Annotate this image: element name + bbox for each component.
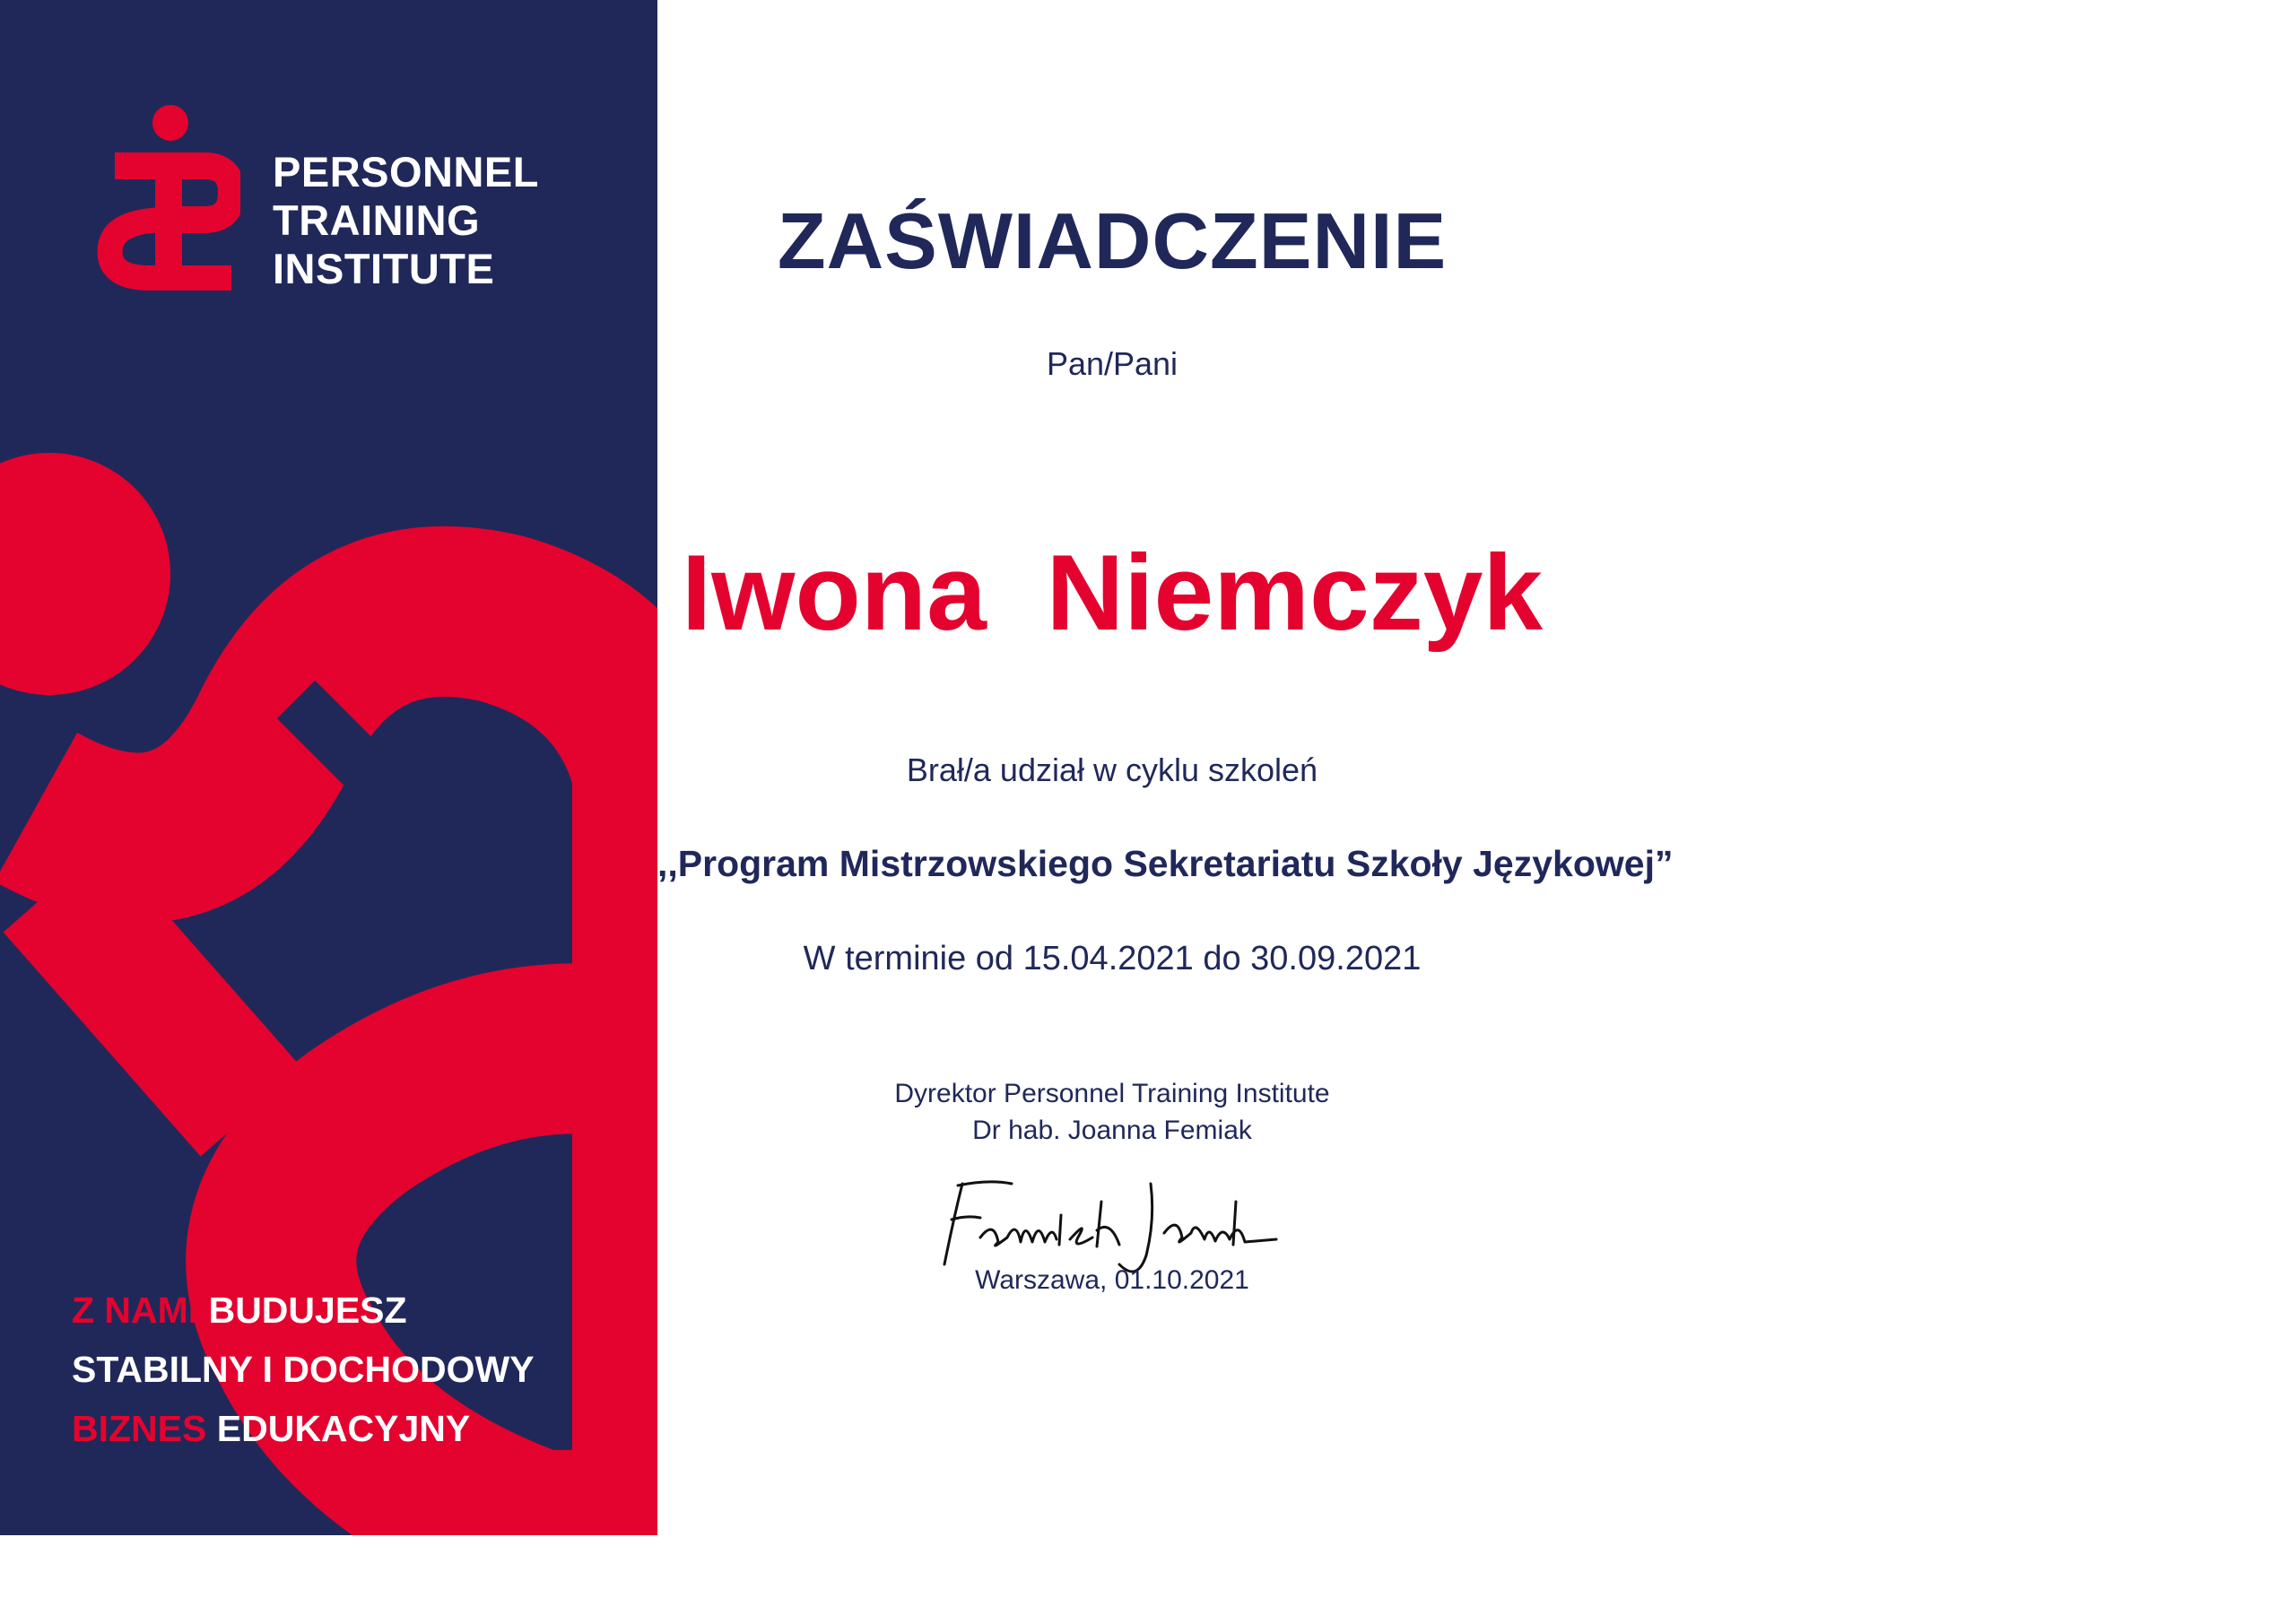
recipient-name: Iwona Niemczyk: [681, 533, 1544, 653]
slogan-white-text: EDUKACYJNY: [206, 1408, 471, 1449]
certificate-body: [657, 0, 1674, 1624]
slogan-line-2: [72, 1340, 535, 1399]
certificate-title: ZAŚWIADCZENIE: [777, 196, 1448, 285]
program-name: ,,Program Mistrzowskiego Sekretariatu Szkoły Językowej”: [657, 843, 1674, 884]
logo-line-personnel: PERSONNEL: [273, 148, 539, 195]
director-title: Dyrektor Personnel Training Institute: [894, 1079, 1330, 1108]
brand-sidebar: [0, 0, 657, 1535]
decorative-stroke: [54, 888, 251, 1112]
slogan-white-text: STABILNY I DOCHODOWY: [72, 1349, 535, 1390]
logo-line-institute: INSTITUTE: [273, 245, 495, 292]
program-dates: W terminie od 15.04.2021 do 30.09.2021: [803, 940, 1422, 977]
slogan-line-1: [72, 1281, 535, 1340]
place-and-date: Warszawa, 01.10.2021: [975, 1265, 1249, 1295]
decorative-dot: [0, 453, 170, 695]
logo-line-training: TRAINING: [273, 196, 481, 244]
pti-logo-icon: [97, 103, 240, 291]
director-name: Dr hab. Joanna Femiak: [972, 1116, 1252, 1145]
slogan-red-text: BIZNES: [72, 1408, 207, 1449]
pti-logo: [97, 103, 563, 291]
slogan-red-text: Z NAMI: [72, 1290, 199, 1331]
salutation: Pan/Pani: [1046, 345, 1178, 382]
participation-text: Brał/a udział w cyklu szkoleń: [906, 751, 1318, 788]
pti-logo-wordmark: [273, 148, 539, 293]
slogan-white-text: BUDUJESZ: [198, 1290, 407, 1331]
slogan-line-3: [72, 1399, 535, 1458]
slogan: [72, 1281, 535, 1458]
